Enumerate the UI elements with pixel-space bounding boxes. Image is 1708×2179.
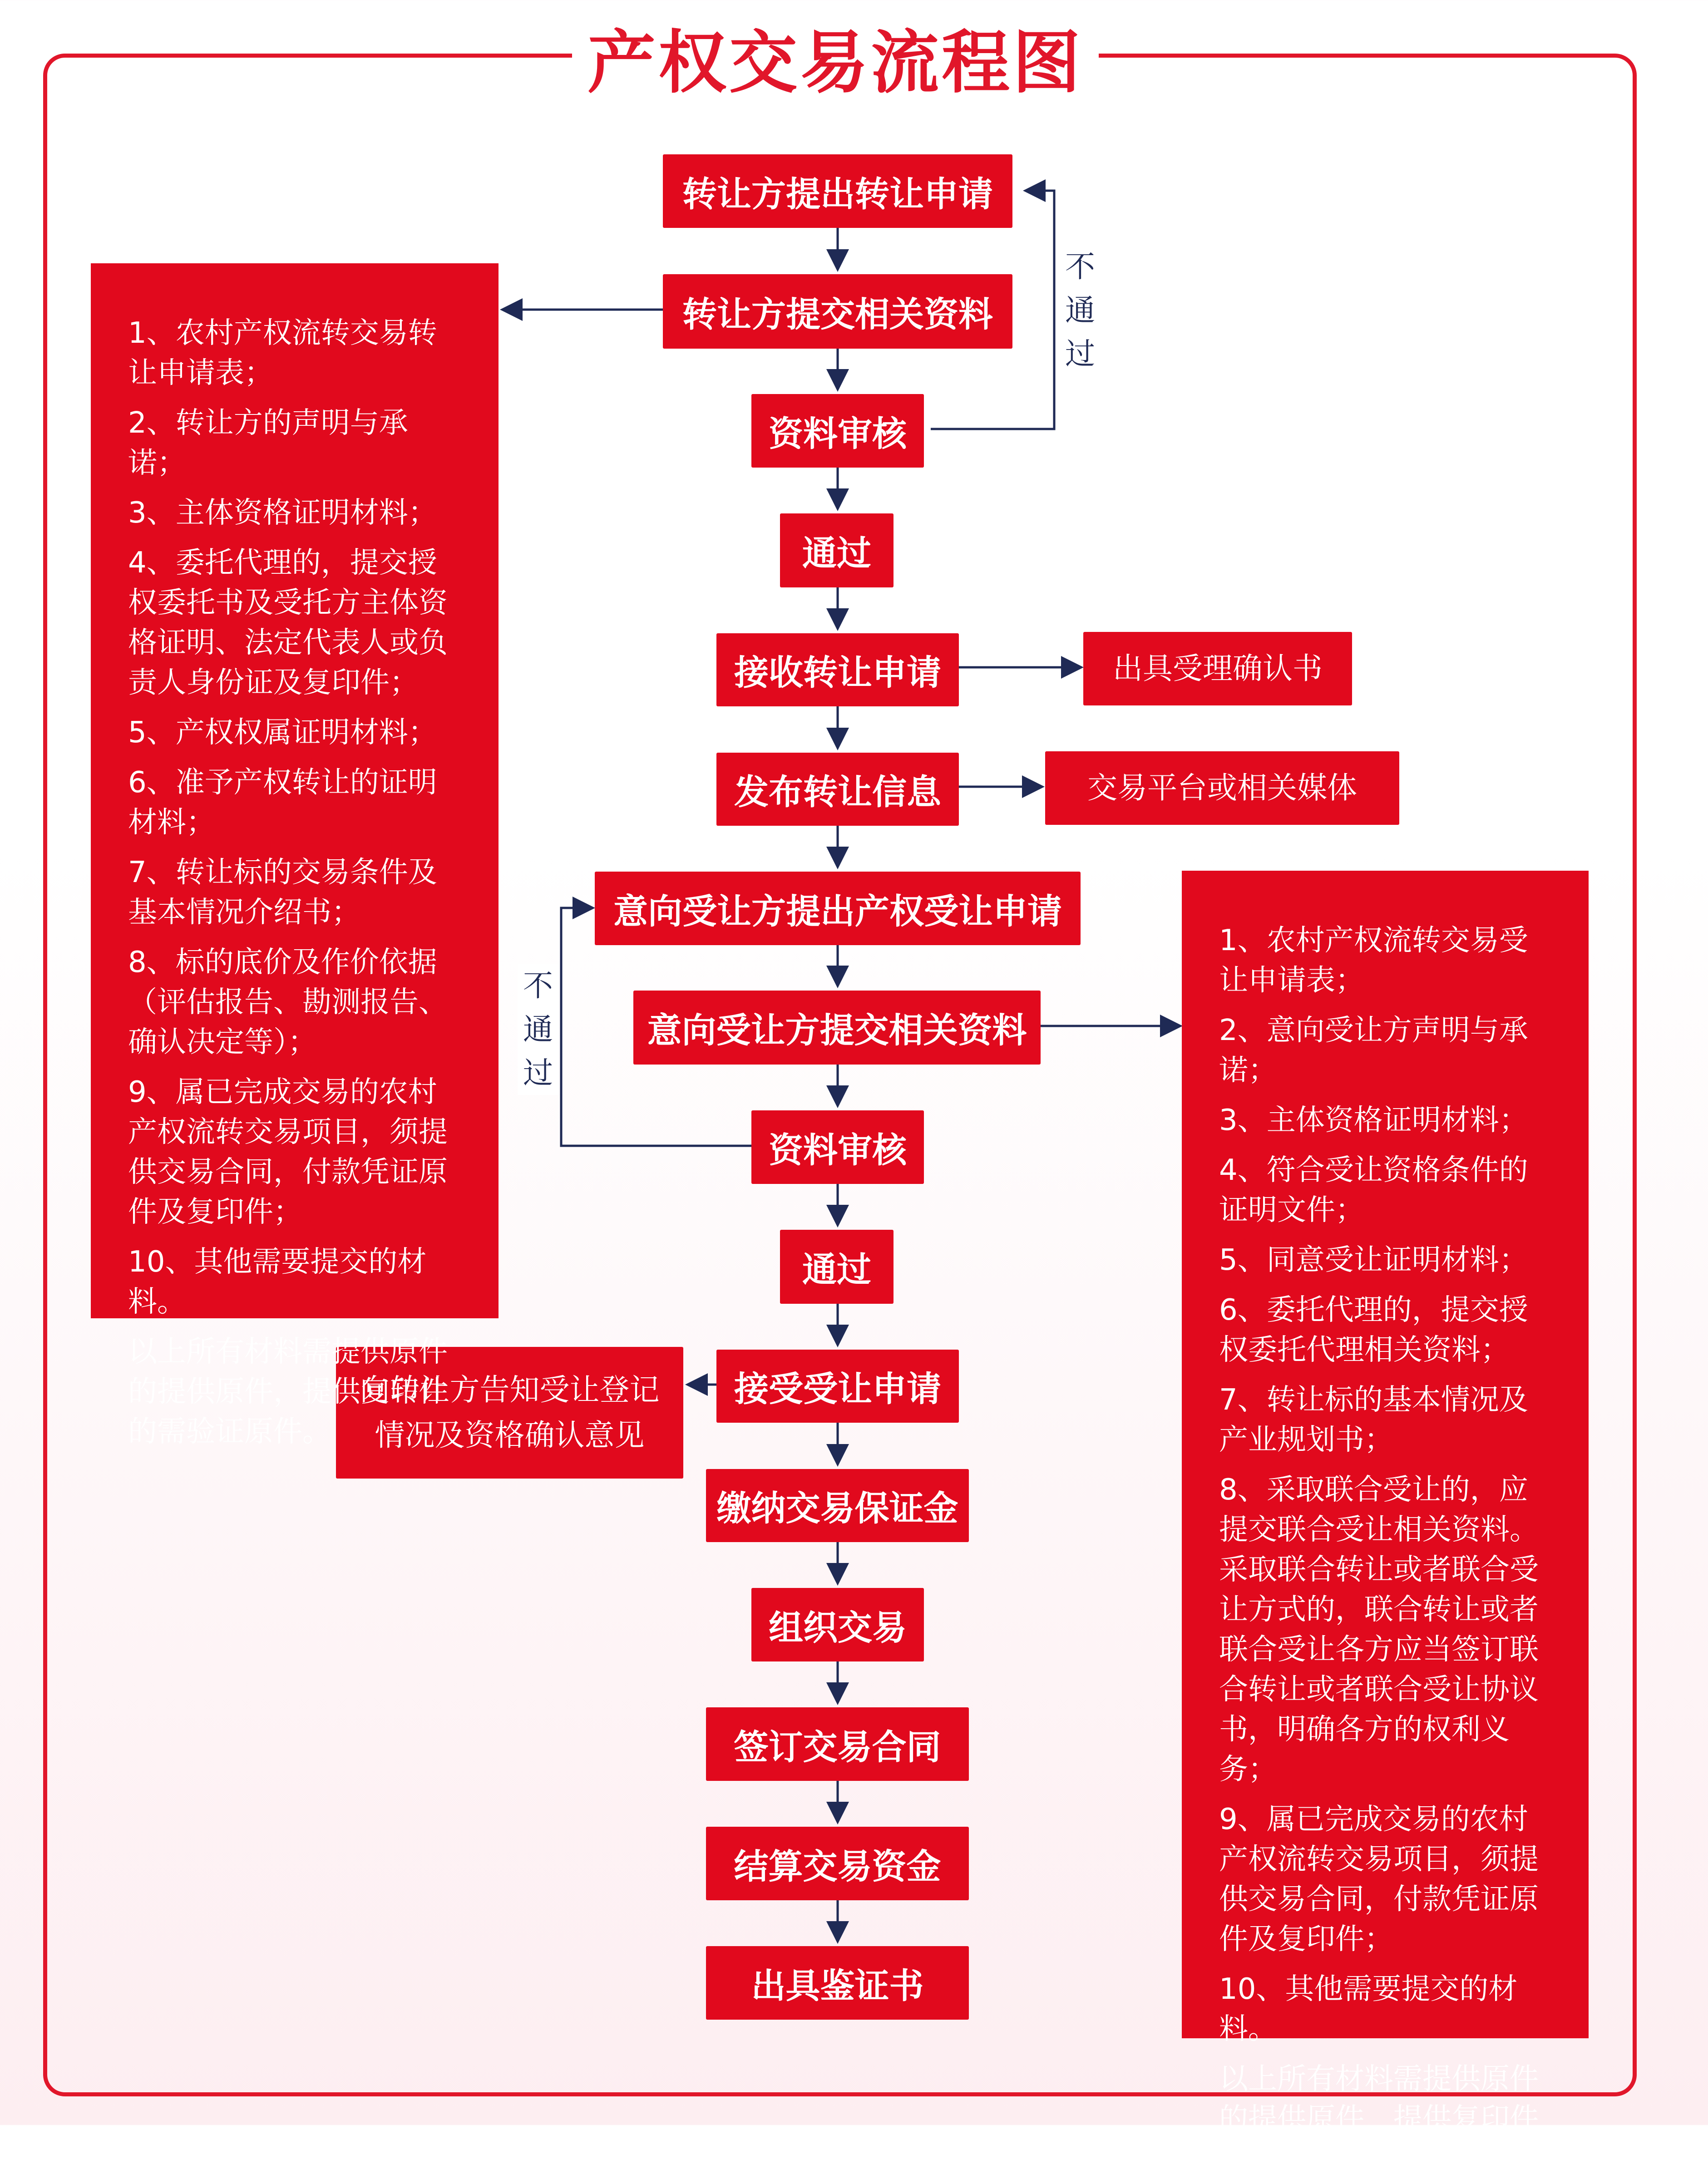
materials-list-item: 6、委托代理的，提交授权委托代理相关资料； [1219,1293,1528,1367]
materials-list-item: 8、标的底价及作价依据（评估报告、勘测报告、确认决定等）； [128,946,448,1059]
step-receive-application: 接收转让申请 [716,633,959,706]
materials-list-item: 6、准予产权转让的证明材料； [128,766,437,839]
step-settle-funds: 结算交易资金 [706,1827,969,1900]
materials-list-item: 以上所有材料需提供原件的提供原件，提供复印件的需验证原件。 [128,1335,448,1449]
fail-label-lower: 不通过 [518,964,558,1095]
materials-list-item: 2、意向受让方声明与承诺； [1219,1014,1528,1087]
materials-list-item: 7、转让标的交易条件及基本情况介绍书； [128,856,437,929]
step-issue-certificate: 出具鉴证书 [706,1946,969,2020]
materials-list-item: 8、采取联合受让的，应提交联合受让相关资料。采取联合转让或者联合受让方式的，联合转让或者联合受让各方应当签订联合转让或者联合受让协议书，明确各方的权利义务； [1219,1473,1539,1786]
step-buyer-apply: 意向受让方提出产权受让申请 [595,872,1081,945]
step-organize-trade: 组织交易 [751,1588,924,1661]
materials-list-item: 以上所有材料需提供原件的提供原件，提供复印件的需验证原件。 [1219,2062,1539,2176]
materials-list-item: 5、同意受让证明材料； [1219,1243,1528,1277]
materials-list-item: 3、主体资格证明材料； [128,496,437,530]
materials-list-item: 9、属已完成交易的农村产权流转交易项目，须提供交易合同，付款凭证原件及复印件； [1219,1803,1539,1956]
materials-list-item: 10、其他需要提交的材料。 [128,1245,427,1319]
step-sign-contract: 签订交易合同 [706,1707,969,1781]
materials-list-item: 3、主体资格证明材料； [1219,1104,1528,1137]
step-review-materials-2: 资料审核 [751,1110,924,1184]
materials-list-item: 1、农村产权流转交易受让申请表； [1219,924,1528,997]
step-pass-2: 通过 [780,1230,893,1304]
step-pass-1: 通过 [780,513,893,587]
buyer-materials-panel [1182,871,1589,2176]
materials-list-item: 9、属已完成交易的农村产权流转交易项目，须提供交易合同，付款凭证原件及复印件； [128,1075,448,1229]
transferor-materials-panel [91,263,499,1449]
side-trading-platform-media: 交易平台或相关媒体 [1045,751,1399,825]
step-pay-deposit: 缴纳交易保证金 [706,1469,969,1542]
step-review-materials-1: 资料审核 [751,394,924,468]
page-title: 产权交易流程图 [587,24,1083,103]
materials-list-item: 2、转让方的声明与承诺； [128,406,408,480]
step-submit-transfer-application: 转让方提出转让申请 [663,154,1012,228]
materials-list-item: 5、产权权属证明材料； [128,716,437,749]
step-accept-application: 接受受让申请 [716,1350,959,1423]
materials-list-item: 4、委托代理的，提交授权委托书及受托方主体资格证明、法定代表人或负责人身份证及复印件； [128,546,448,700]
step-publish-info: 发布转让信息 [716,753,959,826]
materials-list-item: 4、符合受让资格条件的证明文件； [1219,1154,1528,1227]
materials-list-item: 1、农村产权流转交易转让申请表； [128,316,437,390]
step-transferor-submit-materials: 转让方提交相关资料 [663,274,1012,349]
fail-label-upper: 不通过 [1060,245,1101,376]
side-notify-transferor: 向转让方告知受让登记情况及资格确认意见 [336,1347,683,1479]
side-confirmation-letter: 出具受理确认书 [1083,632,1352,705]
materials-list-item: 10、其他需要提交的材料。 [1219,1972,1518,2046]
materials-list-item: 7、转让标的基本情况及产业规划书； [1219,1383,1528,1457]
step-buyer-submit-materials: 意向受让方提交相关资料 [633,991,1041,1065]
